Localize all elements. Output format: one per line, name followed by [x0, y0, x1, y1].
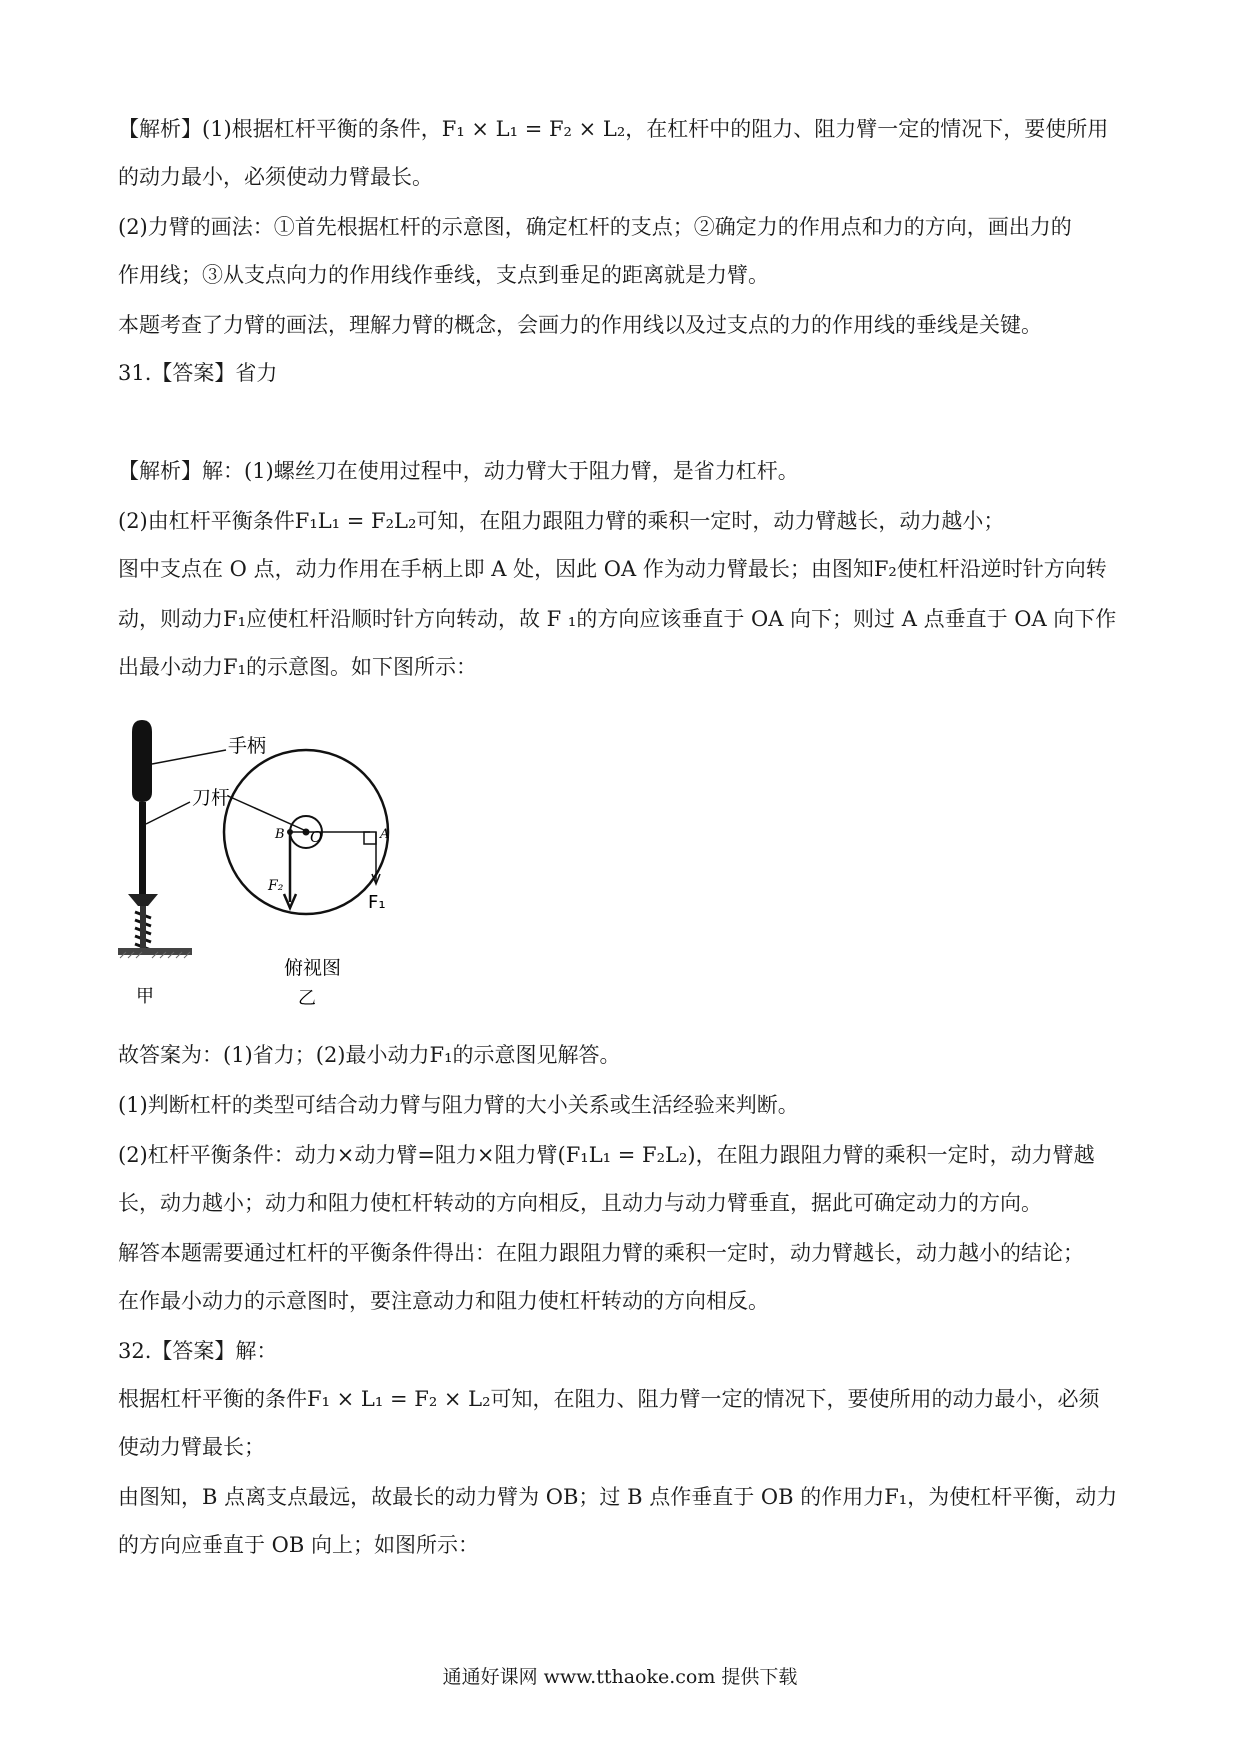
text-line-9: 图中支点在 O 点，动力作用在手柄上即 A 处，因此 OA 作为动力臂最长；由图知F₂使杠杆沿逆时针方向转: [118, 557, 1107, 581]
caption-jia: 甲: [136, 986, 154, 1007]
answer-31-heading: 31.【答案】省力: [118, 361, 278, 385]
screwdriver-handle: [132, 720, 152, 802]
screw-head: [128, 894, 158, 906]
screw-core: [140, 906, 146, 954]
label-B: B: [275, 827, 285, 842]
text-line-13: (1)判断杠杆的类型可结合动力臂与阻力臂的大小关系或生活经验来判断。: [118, 1093, 799, 1117]
answer-32-heading: 32.【答案】解：: [118, 1339, 278, 1363]
screwdriver-figure: [118, 712, 558, 1012]
label-F2: F₂: [268, 878, 284, 894]
wood-surface: [118, 948, 192, 955]
text-line-4: 作用线；③从支点向力的作用线作垂线，支点到垂足的距离就是力臂。: [118, 263, 769, 287]
text-line-7: 【解析】解：(1)螺丝刀在使用过程中，动力臂大于阻力臂，是省力杠杆。: [118, 459, 799, 483]
text-line-21: 由图知，B 点离支点最远，故最长的动力臂为 OB；过 B 点作垂直于 OB 的作用力F₁，为使杠杆平衡，动力: [118, 1485, 1118, 1509]
text-line-15: 长，动力越小；动力和阻力使杠杆转动的方向相反，且动力与动力臂垂直，据此可确定动力的方向。: [118, 1191, 1042, 1215]
text-line-1: 【解析】(1)根据杠杆平衡的条件，F₁ × L₁ = F₂ × L₂，在杠杆中的阻力、阻力臂一定的情况下，要使所用: [118, 117, 1109, 141]
text-line-14: (2)杠杆平衡条件：动力×动力臂=阻力×阻力臂(F₁L₁ = F₂L₂)，在阻力跟阻力臂的乘积一定时，动力臂越: [118, 1143, 1095, 1167]
screwdriver-shaft: [139, 802, 146, 894]
text-line-3: (2)力臂的画法：①首先根据杠杆的示意图，确定杠杆的支点；②确定力的作用点和力的方向，画出力的: [118, 215, 1072, 239]
label-handle: 手柄: [228, 735, 267, 757]
handle-leader-line: [152, 750, 226, 764]
text-line-8: (2)由杠杆平衡条件F₁L₁ = F₂L₂可知，在阻力跟阻力臂的乘积一定时，动力臂越长，动力越小；: [118, 509, 1005, 533]
label-F1: F₁: [368, 892, 386, 913]
text-line-17: 在作最小动力的示意图时，要注意动力和阻力使杠杆转动的方向相反。: [118, 1289, 769, 1313]
text-line-12: 故答案为：(1)省力；(2)最小动力F₁的示意图见解答。: [118, 1043, 621, 1067]
label-A: A: [380, 827, 390, 842]
caption-topview: 俯视图: [284, 957, 342, 979]
text-line-11: 出最小动力F₁的示意图。如下图所示：: [118, 655, 477, 679]
text-line-2: 的动力最小，必须使动力臂最长。: [118, 165, 433, 189]
text-line-20: 使动力臂最长；: [118, 1435, 265, 1459]
text-line-10: 动，则动力F₁应使杠杆沿顺时针方向转动，故 F ₁的方向应该垂直于 OA 向下；则过 A 点垂直于 OA 向下作: [118, 607, 1117, 631]
label-O: O: [310, 828, 323, 846]
text-line-22: 的方向应垂直于 OB 向上；如图所示：: [118, 1533, 479, 1557]
page-footer: 通通好课网 www.tthaoke.com 提供下载: [442, 1666, 798, 1688]
caption-yi: 乙: [298, 988, 316, 1009]
screwdriver-diagram: [118, 712, 558, 1012]
text-line-5: 本题考查了力臂的画法，理解力臂的概念，会画力的作用线以及过支点的力的作用线的垂线是关键。: [118, 313, 1042, 337]
text-line-16: 解答本题需要通过杠杆的平衡条件得出：在阻力跟阻力臂的乘积一定时，动力臂越长，动力越小的结论；: [118, 1241, 1084, 1265]
shaft-leader-line: [146, 802, 190, 824]
text-line-19: 根据杠杆平衡的条件F₁ × L₁ = F₂ × L₂可知，在阻力、阻力臂一定的情况下，要使所用的动力最小，必须: [118, 1387, 1100, 1411]
right-angle-mark: [364, 832, 376, 844]
label-shaft: 刀杆: [192, 787, 231, 809]
